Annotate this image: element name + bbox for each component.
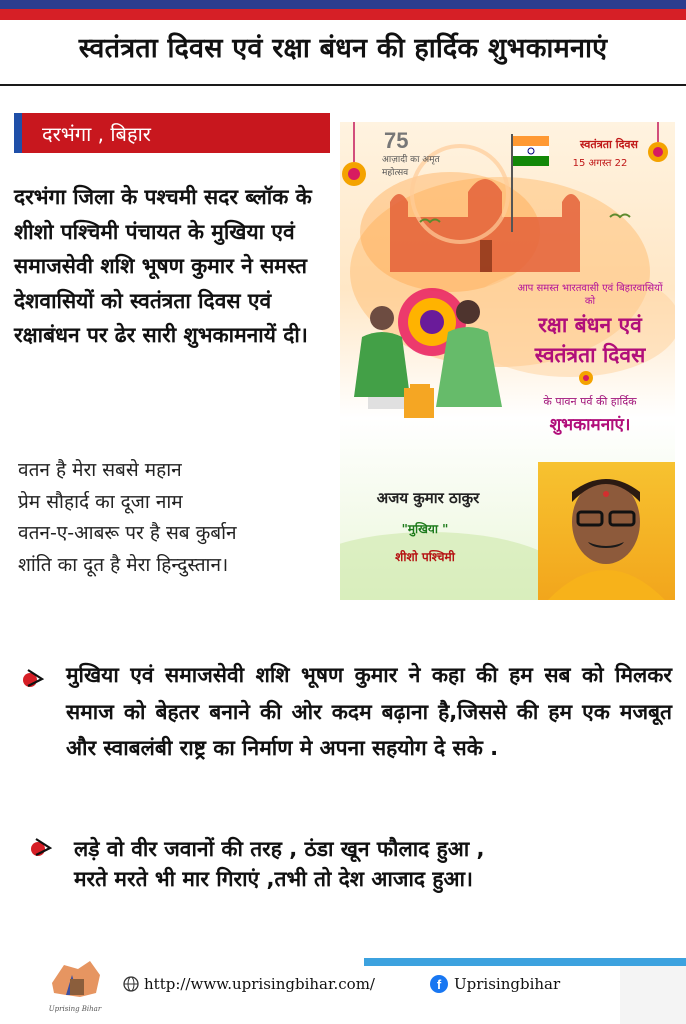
svg-text:Uprising Bihar: Uprising Bihar — [48, 1005, 102, 1013]
facebook-handle[interactable]: Uprisingbihar — [454, 975, 561, 993]
poster-greeting-main: रक्षा बंधन एवं स्वतंत्रता दिवस — [534, 313, 646, 367]
footer-accent-bar — [364, 958, 686, 966]
rakhi-small-icon — [579, 371, 593, 385]
greeting-poster — [340, 122, 675, 600]
article-intro: दरभंगा जिला के पश्चमी सदर ब्लॉक के शीशो पश्चिमी पंचायत के मुखिया एवं समाजसेवी शशि भूषण कुमार ने समस्त देशवासियों को स्वतंत्रता दिवस एवं रक्षाबंधन पर ढेर सारी शुभकामनायें दी। — [14, 185, 312, 347]
azadi-logo-text: आज़ादी का अमृत महोत्सव — [382, 155, 440, 178]
facebook-link[interactable] — [430, 975, 560, 993]
decor-tile — [404, 388, 434, 418]
top-red-stripe — [0, 9, 686, 20]
poster-greeting-top: आप समस्त भारतवासी एवं बिहारवासियों को — [517, 283, 663, 307]
headline-divider — [0, 84, 686, 86]
website-link[interactable] — [123, 975, 375, 993]
footer-corner-shape — [620, 966, 686, 1024]
poster-person-place: शीशो पश्चिमी — [395, 550, 455, 564]
couplet-line: मरते मरते भी मार गिराएं ,तभी तो देश आजाद हुआ। — [74, 867, 473, 891]
poem-block — [18, 455, 338, 581]
azadi-logo-number: 75 — [384, 128, 409, 153]
poster-greeting-end: शुभकामनाएं। — [549, 415, 631, 435]
location-tag — [14, 113, 330, 153]
rakhi-left-icon — [342, 122, 366, 186]
arrow-bullet-icon — [22, 668, 44, 688]
poem-line: वतन-ए-आबरू पर है सब कुर्बान — [18, 522, 237, 544]
poster-badge-title: स्वतंत्रता दिवस — [580, 138, 638, 151]
facebook-icon: f — [430, 975, 448, 993]
top-blue-stripe — [0, 0, 686, 9]
poem-line: वतन है मेरा सबसे महान — [18, 459, 182, 481]
website-url[interactable]: http://www.uprisingbihar.com/ — [144, 975, 375, 993]
poster-person-name: अजय कुमार ठाकुर — [376, 489, 480, 507]
globe-icon — [123, 976, 139, 992]
arrow-bullet-icon — [30, 837, 52, 857]
article-paragraph-2 — [74, 834, 674, 894]
poster-greeting-sub: के पावन पर्व की हार्दिक — [543, 395, 637, 408]
couplet-line: लड़े वो वीर जवानों की तरह , ठंडा खून फौलाद हुआ , — [74, 837, 485, 861]
page-headline: स्वतंत्रता दिवस एवं रक्षा बंधन की हार्दिक शुभकामनाएं — [78, 33, 608, 64]
poster-person-title: "मुखिया " — [401, 522, 449, 536]
poster-badge-date: 15 अगस्त 22 — [572, 158, 628, 169]
location-label: दरभंगा , बिहार — [42, 121, 151, 146]
uprising-bihar-logo — [46, 953, 104, 1015]
poem-line: शांति का दूत है मेरा हिन्दुस्तान। — [18, 553, 229, 576]
person-photo — [538, 462, 675, 600]
article-paragraph-1: मुखिया एवं समाजसेवी शशि भूषण कुमार ने कहा की हम सब को मिलकर समाज को बेहतर बनाने की ओर कदम बढ़ाना है,जिससे की हम एक मजबूत और स्वाबलंबी राष्ट्र का निर्माण मे अपना सहयोग दे सके . — [66, 663, 672, 760]
poem-line: प्रेम सौहार्द का दूजा नाम — [18, 490, 183, 513]
